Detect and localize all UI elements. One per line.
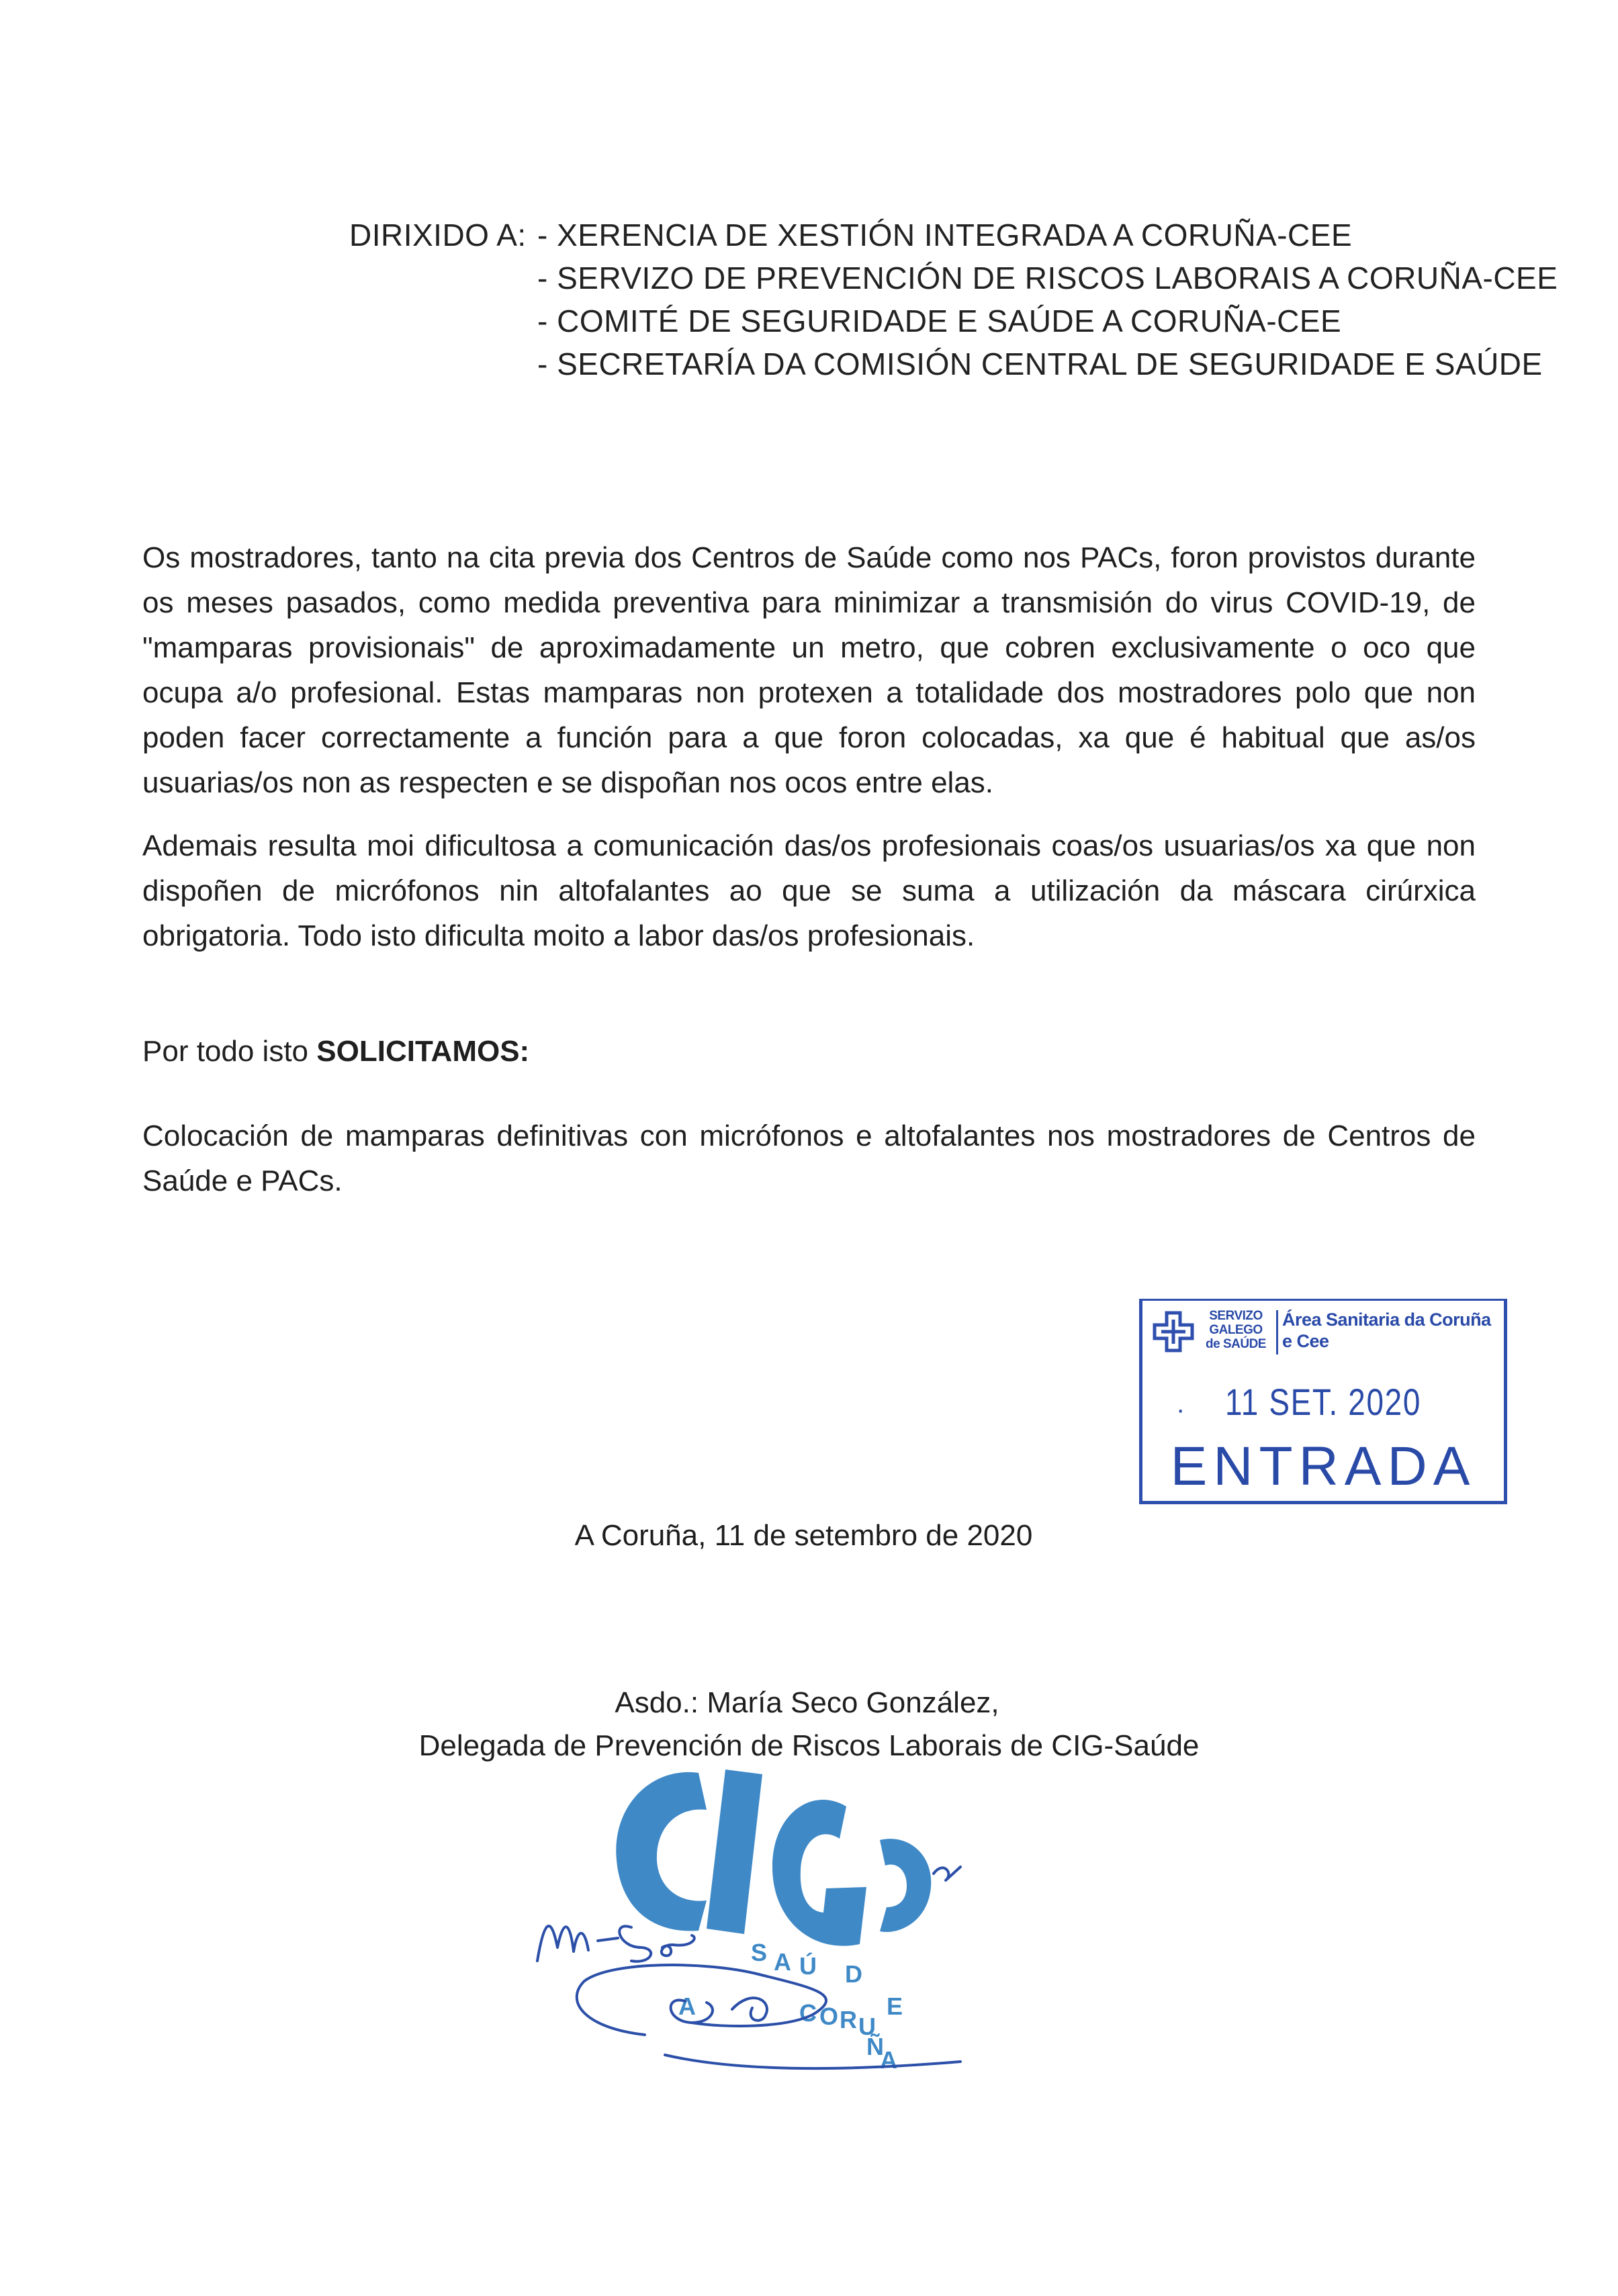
signature-block — [0, 1682, 1618, 1767]
stamp-org-line: de SAÚDE — [1206, 1337, 1266, 1351]
addressee-item: - COMITÉ DE SEGURIDADE E SAÚDE A CORUÑA-CEE — [537, 304, 1342, 338]
health-cross-icon — [1152, 1310, 1195, 1353]
request-heading — [142, 1029, 529, 1074]
seal-letter: U — [858, 2013, 876, 2040]
seal-letter: R — [840, 2006, 857, 2033]
seal-letter: S — [751, 1939, 768, 1966]
stamp-org-line: GALEGO — [1209, 1323, 1263, 1337]
stamp-header — [1152, 1307, 1501, 1363]
signed-by: Asdo.: María Seco González, — [615, 1686, 999, 1719]
stamp-org-name — [1199, 1309, 1273, 1351]
stamp-area-name — [1282, 1309, 1491, 1352]
stamp-entry-label: ENTRADA — [1170, 1436, 1476, 1497]
request-text: Colocación de mamparas definitivas con micrófonos e altofalantes nos mostradores de Centros de Saúde e PACs. — [142, 1119, 1476, 1197]
seal-letter: D — [845, 1960, 862, 1988]
body-paragraph-2: Ademais resulta moi dificultosa a comunicación das/os profesionais coas/os usuarias/os xa que non dispoñen de micrófonos nin altofalantes ao que se suma a utilización da máscara cirúrxica obrigatoria. Todo isto dificulta moito a labor das/os profesionais. — [142, 829, 1476, 952]
body-paragraph-1: Os mostradores, tanto na cita previa dos Centros de Saúde como nos PACs, foron provistos durante os meses pasados, como medida preventiva para minimizar a transmisión do virus COVID-19, de "mamparas provisionais" de aproximadamente un metro, que cobren exclusivamente o oco que ocupa a/o profesional. Estas mamparas non protexen a totalidade dos mostradores polo que non poden facer correctamente a función para a que foron colocadas, xa que é habitual que as/os usuarias/os non as respecten e se dispoñan nos ocos entre elas. — [142, 541, 1476, 799]
stamp-divider — [1276, 1310, 1278, 1354]
addressee-item: - XERENCIA DE XESTIÓN INTEGRADA A CORUÑA-CEE — [537, 218, 1353, 252]
seal-letter: E — [887, 1992, 903, 2020]
stamp-dot: · — [1176, 1395, 1185, 1424]
addressees-block — [349, 214, 1558, 385]
addressee-item: - SERVIZO DE PREVENCIÓN DE RISCOS LABORAIS A CORUÑA-CEE — [537, 261, 1558, 295]
request-lead: Por todo isto — [142, 1035, 317, 1068]
stamp-area-line: e Cee — [1282, 1331, 1329, 1351]
union-seal — [531, 1759, 1021, 2095]
seal-letter: Ú — [799, 1952, 817, 1980]
cig-logo-icon — [616, 1770, 931, 1946]
seal-letter: A — [774, 1948, 791, 1976]
place-date-text: A Coruña, 11 de setembro de 2020 — [574, 1519, 1033, 1552]
place-date — [0, 1519, 1618, 1553]
addressee-item: - SECRETARÍA DA COMISIÓN CENTRAL DE SEGURIDADE E SAÚDE — [537, 347, 1543, 381]
seal-letter: Ñ — [866, 2033, 884, 2060]
seal-letter: A — [678, 1992, 696, 2020]
signer-role: Delegada de Prevención de Riscos Laborais de CIG-Saúde — [418, 1729, 1200, 1762]
handwritten-signature — [537, 1867, 960, 2068]
stamp-area-line: Área Sanitaria da Coruña — [1282, 1310, 1491, 1330]
stamp-org-line: SERVIZO — [1209, 1309, 1263, 1323]
seal-letter: O — [819, 2003, 839, 2030]
seal-letter: A — [880, 2046, 897, 2074]
stamp-date: 11 SET. 2020 — [1225, 1381, 1421, 1423]
seal-letter: C — [799, 1999, 817, 2027]
addressees-lead: DIRIXIDO A: — [349, 218, 527, 252]
request-keyword: SOLICITAMOS: — [316, 1035, 530, 1068]
entry-stamp — [1139, 1299, 1507, 1504]
